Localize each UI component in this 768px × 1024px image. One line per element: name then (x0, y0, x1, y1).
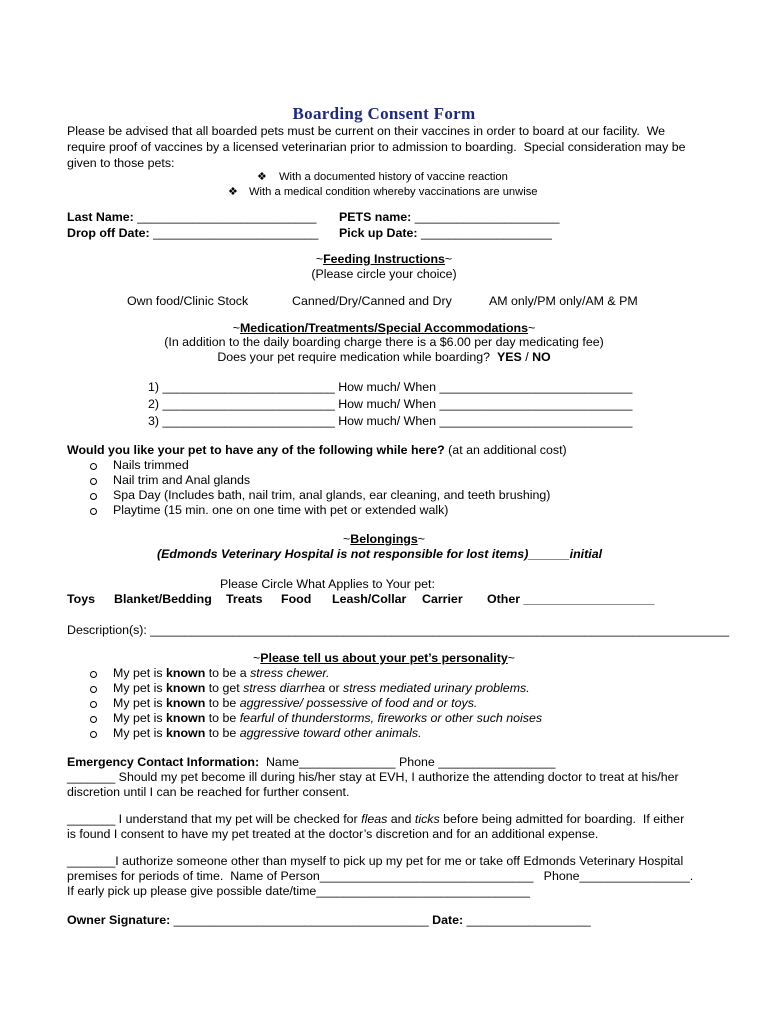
drop-off-label: Drop off Date: (67, 226, 150, 240)
belongings-option-toys[interactable]: Toys (67, 592, 95, 606)
medication-row[interactable]: 1) _________________________ How much/ When ____________________________ (148, 380, 633, 394)
belongings-option-leash[interactable]: Leash/Collar (332, 592, 407, 606)
belongings-circle-note: Please Circle What Applies to Your pet: (220, 577, 435, 591)
medication-heading: ~Medication/Treatments/Special Accommodations~ (232, 321, 536, 335)
feeding-note: (Please circle your choice) (311, 267, 457, 281)
circle-bullet-icon (90, 716, 97, 723)
consent-fleas-line-1: _______ I understand that my pet will be checked for fleas and ticks before being admitted for boarding. If either (67, 812, 685, 826)
feeding-option-type[interactable]: Canned/Dry/Canned and Dry (292, 294, 452, 308)
extras-item: Playtime (15 min. one on one time with pet or extended walk) (113, 503, 449, 517)
intro-line-1: Please be advised that all boarded pets must be current on their vaccines in order to board at our facility. We (67, 124, 666, 138)
intro-line-2: require proof of vaccines by a licensed veterinarian prior to admission to boarding. Special consideration may be (67, 140, 686, 154)
diamond-bullet-icon: ❖ (257, 171, 267, 183)
extras-item: Spa Day (Includes bath, nail trim, anal glands, ear cleaning, and teeth brushing) (113, 488, 551, 502)
feeding-heading: ~Feeding Instructions~ (315, 252, 453, 266)
drop-off-field[interactable] (67, 226, 318, 241)
personality-item: My pet is known to get stress diarrhea or stress mediated urinary problems. (113, 681, 530, 695)
intro-line-3: given to those pets: (67, 156, 175, 170)
no-option[interactable]: NO (532, 350, 551, 364)
last-name-blank[interactable]: __________________________ (137, 210, 317, 224)
owner-signature-field[interactable]: Owner Signature: _____________________________________ Date: __________________ (67, 913, 591, 927)
feeding-option-time[interactable]: AM only/PM only/AM & PM (489, 294, 638, 308)
extras-item: Nail trim and Anal glands (113, 473, 251, 487)
last-name-field[interactable] (67, 210, 316, 225)
belongings-option-carrier[interactable]: Carrier (422, 592, 463, 606)
pick-up-label: Pick up Date: (339, 226, 418, 240)
circle-bullet-icon (90, 463, 97, 470)
pick-up-field[interactable] (339, 226, 552, 241)
circle-bullet-icon (90, 671, 97, 678)
medication-fee-note: (In addition to the daily boarding charge there is a $6.00 per day medicating fee) (164, 335, 604, 349)
feeding-option-food[interactable]: Own food/Clinic Stock (127, 294, 249, 308)
circle-bullet-icon (90, 701, 97, 708)
consent-pickup-line-2[interactable]: premises for periods of time. Name of Person_______________________________ Phone________________. (67, 869, 694, 883)
belongings-heading: ~Belongings~ (343, 532, 425, 546)
yes-option[interactable]: YES (496, 350, 522, 364)
belongings-option-treats[interactable]: Treats (226, 592, 263, 606)
consent-ill-line-2: discretion until I can be reached for further consent. (67, 785, 350, 799)
belongings-option-other[interactable]: Other ___________________ (487, 592, 655, 606)
pets-name-field[interactable] (339, 210, 559, 225)
extras-question: Would you like your pet to have any of the following while here? (at an additional cost) (67, 443, 567, 457)
diamond-bullet-icon: ❖ (228, 186, 238, 198)
extras-item: Nails trimmed (113, 458, 189, 472)
personality-item: My pet is known to be a stress chewer. (113, 666, 330, 680)
emergency-contact-field[interactable]: Emergency Contact Information: Name______________ Phone _________________ (67, 755, 556, 769)
circle-bullet-icon (90, 731, 97, 738)
belongings-option-food[interactable]: Food (281, 592, 312, 606)
intro-bullet-2: With a medical condition whereby vaccinations are unwise (249, 186, 538, 198)
medication-row[interactable]: 3) _________________________ How much/ When ____________________________ (148, 414, 633, 428)
circle-bullet-icon (90, 508, 97, 515)
personality-item: My pet is known to be aggressive/ possessive of food and or toys. (113, 696, 478, 710)
page-title: Boarding Consent Form (292, 104, 476, 123)
consent-ill-line-1: _______ Should my pet become ill during his/her stay at EVH, I authorize the attending doctor to treat at his/her (67, 770, 679, 784)
pets-name-label: PETS name: (339, 210, 412, 224)
consent-pickup-line-3[interactable]: If early pick up please give possible date/time_______________________________ (67, 884, 530, 898)
last-name-label: Last Name: (67, 210, 134, 224)
description-field[interactable]: Description(s): ____________________________________________________________________________________ (67, 623, 730, 637)
pick-up-blank[interactable]: ___________________ (420, 226, 552, 240)
drop-off-blank[interactable]: ________________________ (153, 226, 319, 240)
personality-heading: ~Please tell us about your pet’s personality~ (253, 651, 515, 665)
consent-fleas-line-2: is found I consent to have my pet treated at the doctor’s discretion and for an additional expense. (67, 827, 599, 841)
pets-name-blank[interactable]: _____________________ (414, 210, 560, 224)
circle-bullet-icon (90, 686, 97, 693)
medication-row[interactable]: 2) _________________________ How much/ When ____________________________ (148, 397, 633, 411)
belongings-option-blanket[interactable]: Blanket/Bedding (114, 592, 212, 606)
intro-bullet-1: With a documented history of vaccine reaction (279, 171, 508, 183)
belongings-disclaimer: (Edmonds Veterinary Hospital is not responsible for lost items)______initial (157, 547, 603, 561)
personality-item: My pet is known to be aggressive toward other animals. (113, 726, 422, 740)
medication-question: Does your pet require medication while boarding? YES / NO (217, 350, 551, 364)
circle-bullet-icon (90, 478, 97, 485)
personality-item: My pet is known to be fearful of thunderstorms, fireworks or other such noises (113, 711, 543, 725)
consent-pickup-line-1: _______I authorize someone other than myself to pick up my pet for me or take off Edmonds Veterinary Hospital (67, 854, 684, 868)
circle-bullet-icon (90, 493, 97, 500)
